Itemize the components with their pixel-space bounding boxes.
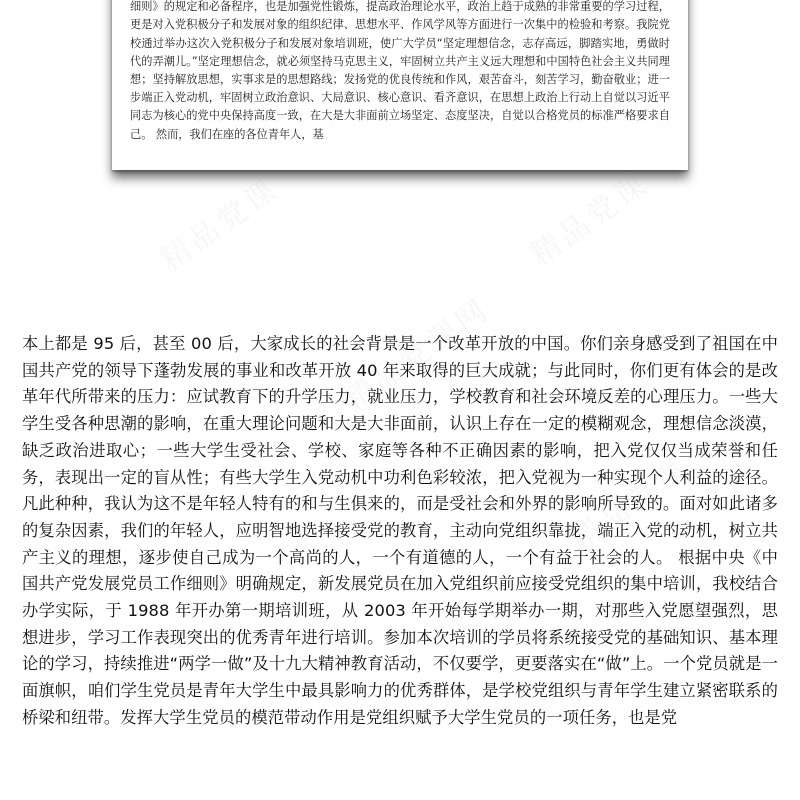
body-paragraph: 本上都是 95 后，甚至 00 后，大家成长的社会背景是一个改革开放的中国。你们亲身感受到了祖国在中国共产党的领导下蓬勃发展的事业和改革开放 40 年来取得的巨大成就；与此同时，你们更有体会的是改革年代所带来的压力：应试教育下的升学压力，就业压力，学校教育和社会环境反差的心理压力。一些大学生受各种思潮的影响，在重大理论问题和大是大非面前，认识上存在一定的模糊观念，理想信念淡漠，缺乏政治进取心；一些大学生受社会、学校、家庭等各种不正确因素的影响，把入党仅仅当成荣誉和任务，表现出一定的盲从性；有些大学生入党动机中功利色彩较浓，把入党视为一种实现个人利益的途径。凡此种种，我认为这不是年轻人特有的和与生俱来的，而是受社会和外界的影响所导致的。面对如此诸多的复杂因素，我们的年轻人，应明智地选择接受党的教育，主动向党组织靠拢，端正入党的动机，树立共产主义的理想，逐步使自己成为一个高尚的人，一个有道德的人，一个有益于社会的人。 根据中央《中国共产党发展党员工作细则》明确规定，新发展党员在加入党组织前应接受党组织的集中培训，我校结合办学实际，于 1988 年开办第一期培训班，从 2003 年开始每学期举办一期，对那些入党愿望强烈，思想进步，学习工作表现突出的优秀青年进行培训。参加本次培训的学员将系统接受党的基础知识、基本理论的学习，持续推进“两学一做”及十九大精神教育活动，不仅要学，更要落实在“做”上。一个党员就是一面旗帜，咱们学生党员是青年大学生中最具影响力的优秀群体，是学校党组织与青年学生建立紧密联系的桥梁和纽带。发挥大学生党员的模范带动作用是党组织赋予大学生党员的一项任务，也是党	[22, 334, 778, 727]
card-paragraph: 细则》的规定和必备程序，也是加强党性锻炼，提高政治理论水平，政治上趋于成熟的非常重要的学习过程，更是对入党积极分子和发展对象的组织纪律、思想水平、作风学风等方面进行一次集中的检验和考察。我院党校通过举办这次入党积极分子和发展对象培训班，使广大学员“坚定理想信念，志存高远，脚踏实地，勇做时代的弄潮儿。”坚定理想信念，就必须坚持马克思主义，牢固树立共产主义远大理想和中国特色社会主义共同理想；坚持解放思想，实事求是的思想路线；发扬党的优良传统和作风，艰苦奋斗，刻苦学习，勤奋敬业；进一步端正入党动机，牢固树立政治意识、大局意识、核心意识、看齐意识，在思想上政治上行动上自觉以习近平同志为核心的党中央保持高度一致，在大是大非面前立场坚定、态度坚决，自觉以合格党员的标准严格要求自己。 然而，我们在座的各位青年人，基	[130, 0, 670, 141]
watermark-text: 精品党课	[524, 166, 656, 274]
watermark-text: 精品党课	[564, 451, 696, 559]
watermark-text: 精品党课	[154, 171, 286, 279]
watermark-text: 精品党课网	[337, 291, 497, 418]
document-page-card	[112, 0, 688, 170]
